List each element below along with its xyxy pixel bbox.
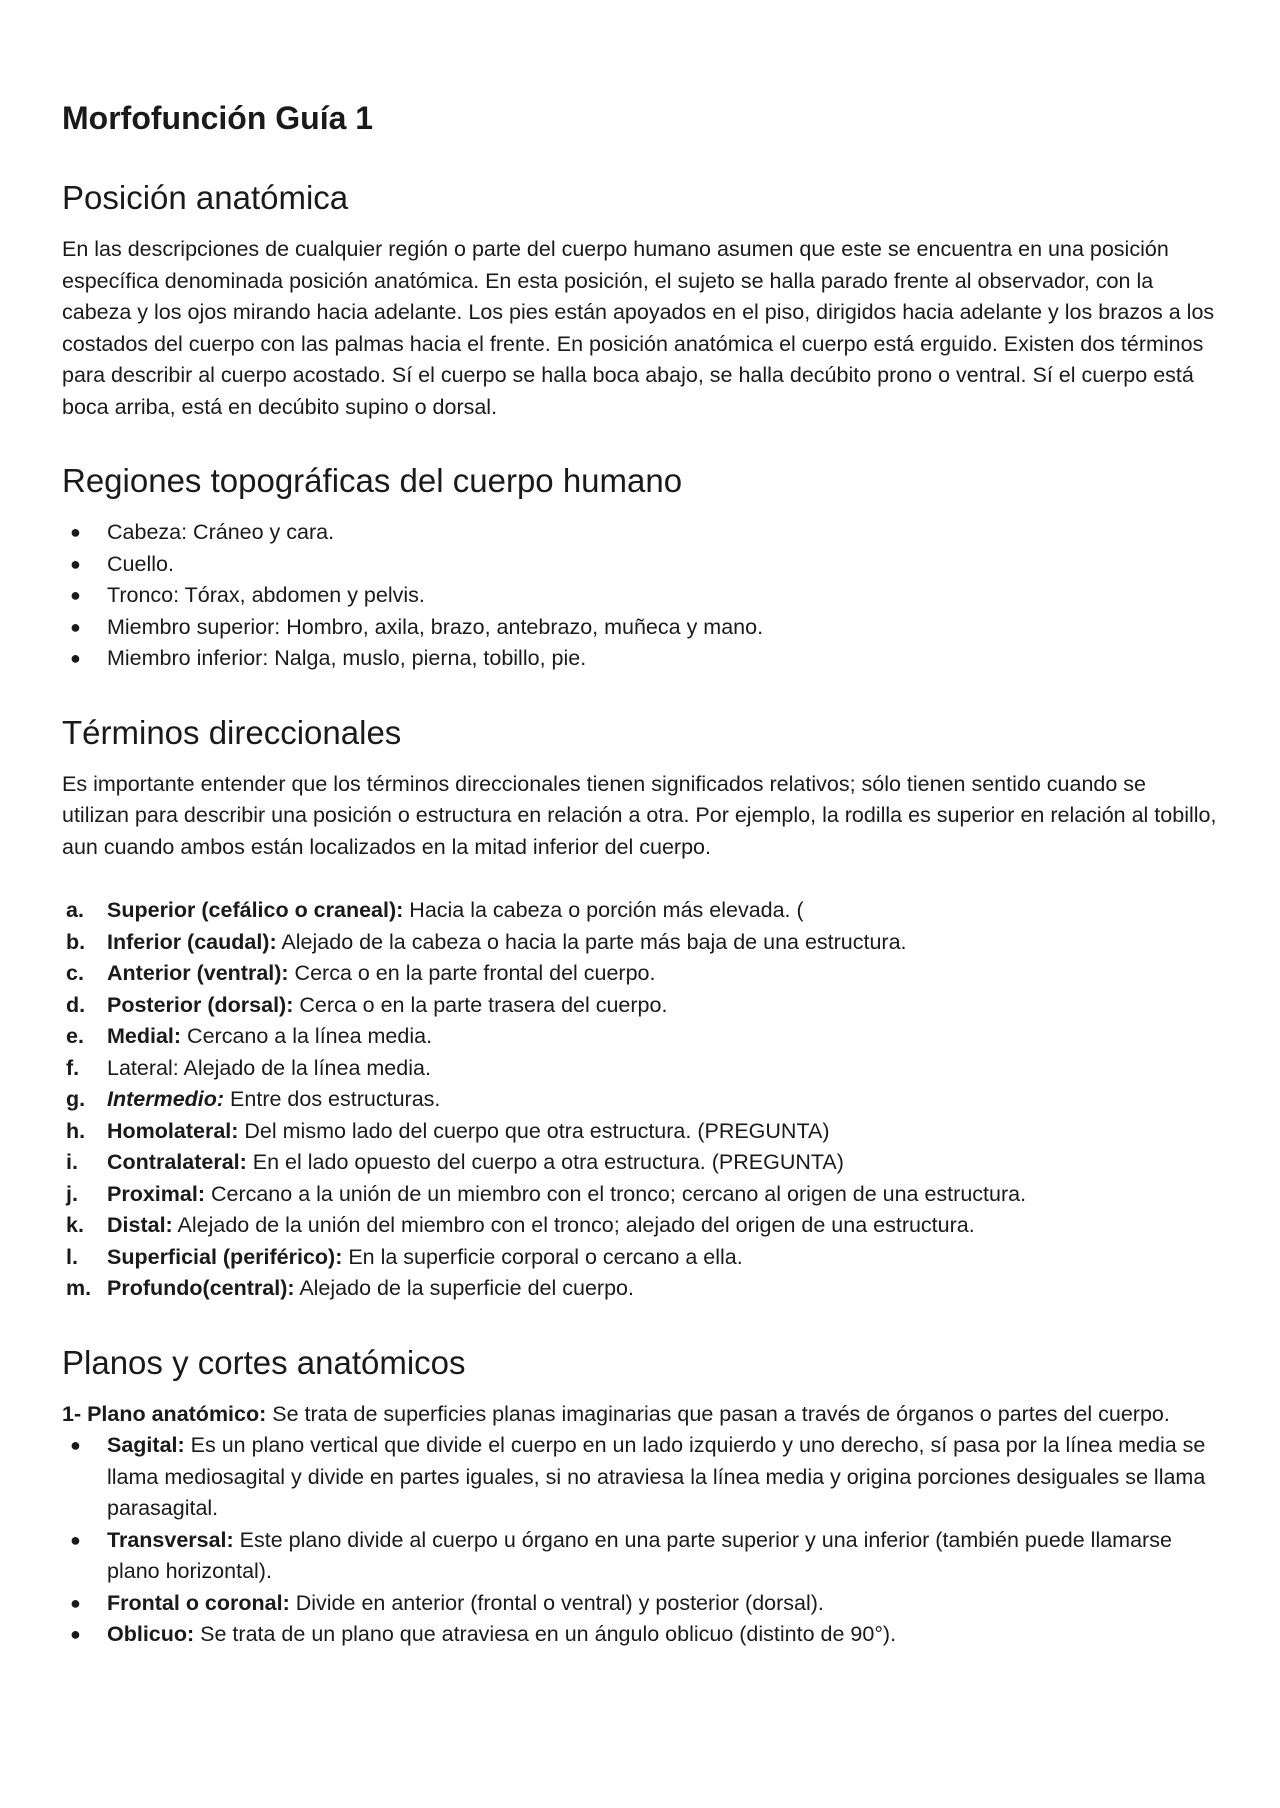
list-item xyxy=(62,1210,1218,1242)
list-item xyxy=(62,643,1218,675)
list-item xyxy=(62,990,1218,1022)
list-item xyxy=(62,612,1218,644)
list-marker: c. xyxy=(66,961,84,985)
section-terminos-direccionales xyxy=(62,713,1218,1305)
section-heading: Planos y cortes anatómicos xyxy=(62,1343,466,1381)
list-item xyxy=(62,1430,1218,1525)
list-item-text: Miembro inferior: Nalga, muslo, pierna, tobillo, pie. xyxy=(107,646,587,670)
list-item xyxy=(62,1116,1218,1148)
term-description: Alejado de la unión del miembro con el tronco; alejado del origen de una estructura. xyxy=(172,1213,975,1237)
term-label: Oblicuo: xyxy=(107,1622,195,1646)
list-marker: m. xyxy=(66,1276,92,1300)
list-item xyxy=(62,1179,1218,1211)
list-item-text: Cuello. xyxy=(107,551,174,576)
bullet-icon: ● xyxy=(70,616,81,637)
list-marker: f. xyxy=(66,1055,80,1080)
list-item xyxy=(62,958,1218,990)
bullet-icon: ● xyxy=(70,1529,81,1550)
section-heading: Regiones topográficas del cuerpo humano xyxy=(62,462,683,499)
bullet-icon: ● xyxy=(70,553,81,574)
list-item xyxy=(62,1525,1218,1588)
list-item-text: Tronco: Tórax, abdomen y pelvis. xyxy=(107,583,425,607)
list-marker: a. xyxy=(66,898,84,922)
list-item xyxy=(62,1242,1218,1274)
list-marker: i. xyxy=(66,1150,78,1174)
term-label: Transversal: xyxy=(107,1527,234,1552)
list-marker: k. xyxy=(66,1213,84,1237)
list-marker: g. xyxy=(66,1087,86,1111)
term-label: Sagital: xyxy=(107,1433,185,1457)
list-marker: d. xyxy=(66,992,86,1017)
term-description: Entre dos estructuras. xyxy=(224,1087,441,1111)
term-description: En la superficie corporal o cercano a ella. xyxy=(342,1244,743,1269)
list-marker: j. xyxy=(66,1181,78,1206)
intro-description: Se trata de superficies planas imaginarias que pasan a través de órganos o partes del cuerpo. xyxy=(266,1401,1170,1426)
bullet-icon: ● xyxy=(70,1624,81,1644)
bullet-icon: ● xyxy=(70,522,81,542)
planes-list xyxy=(62,1430,1218,1651)
list-item-text: Miembro superior: Hombro, axila, brazo, antebrazo, muñeca y mano. xyxy=(107,614,764,639)
term-description: Hacia la cabeza o porción más elevada. ( xyxy=(403,898,804,922)
section-paragraph: Es importante entender que los términos direccionales tienen significados relativos; sólo tienen sentido cuando se utilizan para describir una posición o estructura en relación a otra. Por ejemplo, la rodilla es superior en relación al tobillo, aun cuando ambos están localizados en la mitad inferior del cuerpo. xyxy=(62,771,1217,859)
term-description: Cercano a la línea media. xyxy=(181,1024,433,1048)
section-paragraph: En las descripciones de cualquier región o parte del cuerpo humano asumen que este se encuentra en una posición específica denominada posición anatómica. En esta posición, el sujeto se halla parado frente al observador, con la cabeza y los ojos mirando hacia adelante. Los pies están apoyados en el piso, dirigidos hacia adelante y los brazos a los costados del cuerpo con las palmas hacia el frente. En posición anatómica el cuerpo está erguido. Existen dos términos para describir al cuerpo acostado. Sí el cuerpo se halla boca abajo, se halla decúbito prono o ventral. Sí el cuerpo está boca arriba, está en decúbito supino o dorsal. xyxy=(62,237,1215,419)
section-heading: Posición anatómica xyxy=(62,179,349,216)
regions-list xyxy=(62,517,1218,675)
list-item xyxy=(62,1084,1218,1116)
term-description: Alejado de la línea media. xyxy=(178,1055,431,1080)
term-label: Inferior (caudal): xyxy=(107,929,277,954)
term-description: En el lado opuesto del cuerpo a otra estructura. (PREGUNTA) xyxy=(246,1150,844,1174)
list-marker: e. xyxy=(66,1024,84,1048)
list-marker: h. xyxy=(66,1118,86,1143)
document-title: Morfofunción Guía 1 xyxy=(62,100,374,136)
section-heading: Términos direccionales xyxy=(62,713,402,751)
list-item xyxy=(62,927,1218,959)
term-label: Posterior (dorsal): xyxy=(107,992,294,1017)
term-description: Se trata de un plano que atraviesa en un ángulo oblicuo (distinto de 90°). xyxy=(194,1622,897,1646)
term-label: Profundo(central): xyxy=(107,1276,295,1300)
bullet-icon: ● xyxy=(70,585,81,605)
list-item-text: Cabeza: Cráneo y cara. xyxy=(107,520,335,544)
list-item xyxy=(62,1619,1218,1651)
term-label: Frontal o coronal: xyxy=(107,1590,290,1615)
term-label: Homolateral: xyxy=(107,1118,239,1143)
list-item xyxy=(62,517,1218,549)
bullet-icon: ● xyxy=(70,1435,81,1455)
list-item xyxy=(62,1147,1218,1179)
term-label: Lateral: xyxy=(107,1055,179,1080)
section-planos-cortes xyxy=(62,1343,1218,1651)
term-description: Es un plano vertical que divide el cuerpo en un lado izquierdo y uno derecho, sí pasa por la línea media se llama mediosagital y divide en partes iguales, si no atraviesa la línea media y origina porciones desiguales se llama parasagital. xyxy=(107,1433,1206,1520)
list-item xyxy=(62,1588,1218,1620)
term-label: Anterior (ventral): xyxy=(107,961,289,985)
list-item xyxy=(62,1273,1218,1305)
term-description: Cercano a la unión de un miembro con el tronco; cercano al origen de una estructura. xyxy=(204,1181,1027,1206)
term-label: Distal: xyxy=(107,1213,173,1237)
list-item xyxy=(62,1053,1218,1085)
term-description: Cerca o en la parte trasera del cuerpo. xyxy=(293,992,668,1017)
list-item xyxy=(62,580,1218,612)
section-posicion-anatomica xyxy=(62,178,1218,423)
term-label: Intermedio: xyxy=(107,1087,225,1111)
term-description: Del mismo lado del cuerpo que otra estructura. (PREGUNTA) xyxy=(238,1118,830,1143)
directional-terms-list xyxy=(62,895,1218,1305)
list-item xyxy=(62,549,1218,581)
term-description: Alejado de la superficie del cuerpo. xyxy=(294,1276,634,1300)
term-label: Medial: xyxy=(107,1024,182,1048)
term-label: Contralateral: xyxy=(107,1150,247,1174)
list-marker: b. xyxy=(66,929,86,954)
term-description: Divide en anterior (frontal o ventral) y posterior (dorsal). xyxy=(289,1590,824,1615)
list-marker: l. xyxy=(66,1244,78,1269)
list-item xyxy=(62,1021,1218,1053)
term-description: Alejado de la cabeza o hacia la parte más baja de una estructura. xyxy=(276,929,907,954)
list-item xyxy=(62,895,1218,927)
bullet-icon: ● xyxy=(70,1592,81,1613)
term-description: Cerca o en la parte frontal del cuerpo. xyxy=(288,961,656,985)
intro-term: 1- Plano anatómico: xyxy=(62,1401,267,1426)
bullet-icon: ● xyxy=(70,648,81,668)
term-label: Superior (cefálico o craneal): xyxy=(107,898,404,922)
term-description: Este plano divide al cuerpo u órgano en una parte superior y una inferior (también puede llamarse plano horizontal). xyxy=(107,1527,1172,1583)
section-intro xyxy=(62,1399,1218,1431)
term-label: Proximal: xyxy=(107,1181,205,1206)
section-regiones-topograficas xyxy=(62,461,1218,675)
term-label: Superficial (periférico): xyxy=(107,1244,343,1269)
